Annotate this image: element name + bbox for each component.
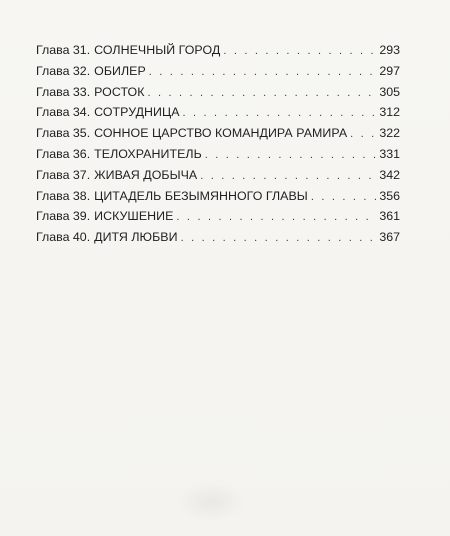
toc-entry <box>36 61 400 82</box>
dot-leader <box>205 145 377 166</box>
chapter-label: Глава 40. <box>36 230 91 245</box>
toc-entry <box>36 186 400 207</box>
page-number: 361 <box>379 209 400 224</box>
chapter-title: ДИТЯ ЛЮБВИ <box>94 230 178 245</box>
toc-entry <box>36 82 400 103</box>
toc-entry <box>36 40 400 61</box>
dot-leader <box>149 62 377 83</box>
page-number: 305 <box>379 84 400 99</box>
chapter-title: ИСКУШЕНИЕ <box>94 209 174 224</box>
table-of-contents <box>36 40 400 248</box>
page-number: 312 <box>379 105 400 120</box>
toc-entry <box>36 144 400 165</box>
chapter-title: РОСТОК <box>94 84 145 99</box>
chapter-title: ЖИВАЯ ДОБЫЧА <box>94 167 198 182</box>
chapter-label: Глава 38. <box>36 188 91 203</box>
toc-entry <box>36 227 400 248</box>
toc-entry <box>36 123 400 144</box>
chapter-title: ЦИТАДЕЛЬ БЕЗЫМЯННОГО ГЛАВЫ <box>94 188 308 203</box>
chapter-title: СОТРУДНИЦА <box>94 105 180 120</box>
page-number: 331 <box>379 146 400 161</box>
chapter-title: ОБИЛЕР <box>94 63 146 78</box>
dot-leader <box>147 83 376 104</box>
page-number: 342 <box>379 167 400 182</box>
dot-leader <box>311 187 376 208</box>
dot-leader <box>223 41 376 62</box>
dot-leader <box>350 124 376 145</box>
paper-smudge <box>176 482 246 522</box>
chapter-label: Глава 32. <box>36 63 91 78</box>
page-number: 297 <box>379 63 400 78</box>
chapter-label: Глава 36. <box>36 146 91 161</box>
chapter-title: СОННОЕ ЦАРСТВО КОМАНДИРА РАМИРА <box>94 126 348 141</box>
chapter-label: Глава 31. <box>36 43 91 57</box>
dot-leader <box>183 103 377 124</box>
toc-entry <box>36 165 400 186</box>
toc-entry <box>36 206 400 227</box>
dot-leader <box>176 207 376 228</box>
chapter-label: Глава 34. <box>36 105 91 120</box>
dot-leader <box>181 228 377 249</box>
dot-leader <box>200 166 376 187</box>
page-number: 367 <box>379 230 400 245</box>
chapter-title: ТЕЛОХРАНИТЕЛЬ <box>94 146 202 161</box>
chapter-label: Глава 37. <box>36 167 91 182</box>
page-number: 293 <box>379 43 400 57</box>
chapter-label: Глава 39. <box>36 209 91 224</box>
chapter-title: СОЛНЕЧНЫЙ ГОРОД <box>94 43 221 57</box>
page-number: 322 <box>379 126 400 141</box>
chapter-label: Глава 33. <box>36 84 91 99</box>
page-number: 356 <box>379 188 400 203</box>
chapter-label: Глава 35. <box>36 126 91 141</box>
toc-entry <box>36 102 400 123</box>
